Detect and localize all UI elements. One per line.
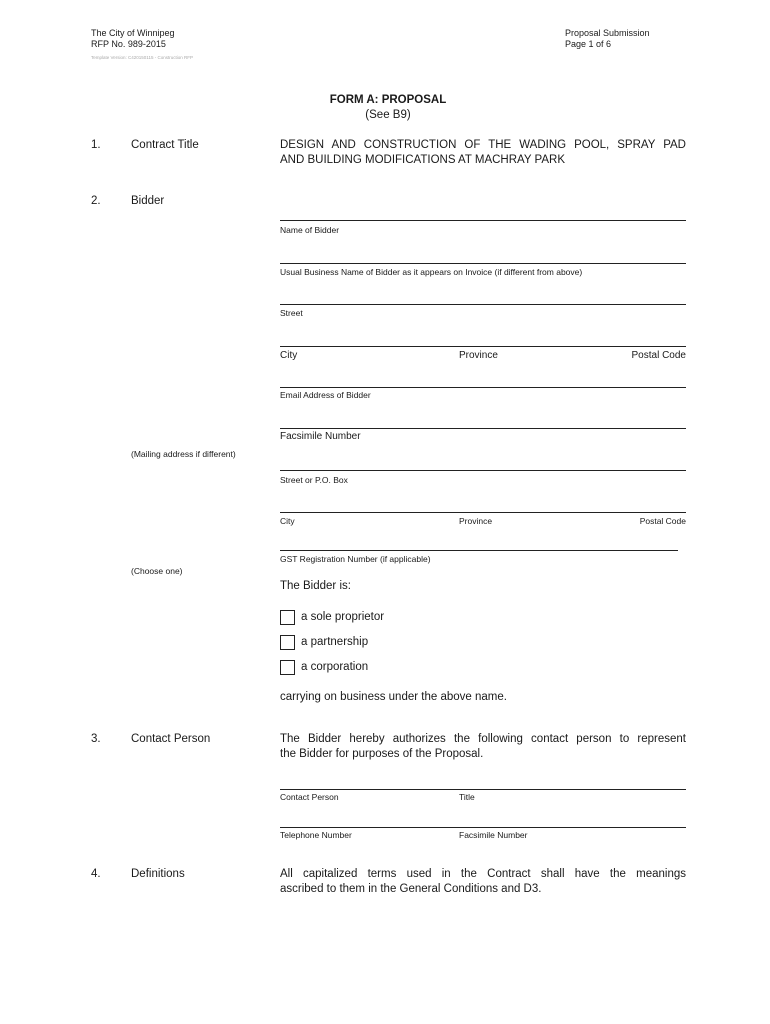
- usual-business-name-caption: Usual Business Name of Bidder as it appears on Invoice (if different from above): [280, 267, 583, 277]
- bidder-name-field[interactable]: [280, 220, 686, 221]
- mailing-province-caption: Province: [459, 516, 493, 526]
- definitions-line-1: All capitalized terms used in the Contract shall have the meanings: [280, 868, 686, 880]
- email-caption: Email Address of Bidder: [280, 390, 371, 400]
- telephone-caption: Telephone Number: [280, 830, 352, 840]
- facsimile-caption: Facsimile Number: [280, 431, 361, 442]
- carrying-on-business-text: carrying on business under the above name.: [280, 691, 507, 703]
- section-3-label: Contact Person: [131, 733, 211, 745]
- partnership-checkbox[interactable]: [280, 635, 295, 650]
- header-rfp-number: RFP No. 989-2015: [91, 39, 166, 49]
- choose-one-note: (Choose one): [131, 566, 183, 576]
- street-po-box-caption: Street or P.O. Box: [280, 475, 348, 485]
- section-2-number: 2.: [91, 195, 101, 207]
- gst-number-field[interactable]: [280, 550, 678, 551]
- contract-title-line-1: DESIGN AND CONSTRUCTION OF THE WADING POOL, SPRAY PAD: [280, 139, 686, 151]
- header-doc-type: Proposal Submission: [565, 28, 650, 38]
- section-1-label: Contract Title: [131, 139, 199, 151]
- contact-person-caption: Contact Person: [280, 792, 339, 802]
- mailing-address-note: (Mailing address if different): [131, 449, 236, 459]
- contact-person-field[interactable]: [280, 789, 686, 790]
- form-title: FORM A: PROPOSAL: [329, 94, 447, 106]
- contact-title-caption: Title: [459, 792, 475, 802]
- section-3-number: 3.: [91, 733, 101, 745]
- contact-phone-fax-field[interactable]: [280, 827, 686, 828]
- facsimile-field[interactable]: [280, 428, 686, 429]
- email-field[interactable]: [280, 387, 686, 388]
- section-4-number: 4.: [91, 868, 101, 880]
- city-province-postal-field[interactable]: [280, 346, 686, 347]
- header-org: The City of Winnipeg: [91, 28, 175, 38]
- usual-business-name-field[interactable]: [280, 263, 686, 264]
- header-template-version: Template Version: C420150115 - Construction RFP: [91, 55, 193, 60]
- street-po-box-field[interactable]: [280, 470, 686, 471]
- bidder-is-label: The Bidder is:: [280, 580, 351, 592]
- partnership-label: a partnership: [301, 636, 369, 648]
- sole-proprietor-checkbox[interactable]: [280, 610, 295, 625]
- form-subtitle: (See B9): [365, 109, 411, 121]
- header-page-number: Page 1 of 6: [565, 39, 612, 49]
- street-field[interactable]: [280, 304, 686, 305]
- section-4-label: Definitions: [131, 868, 185, 880]
- postal-code-caption: Postal Code: [631, 350, 686, 361]
- gst-number-caption: GST Registration Number (if applicable): [280, 554, 431, 564]
- province-caption: Province: [459, 350, 498, 361]
- bidder-name-caption: Name of Bidder: [280, 225, 340, 235]
- mailing-postal-code-caption: Postal Code: [639, 516, 686, 526]
- street-caption: Street: [280, 308, 303, 318]
- city-caption: City: [280, 350, 298, 361]
- sole-proprietor-label: a sole proprietor: [301, 611, 385, 623]
- definitions-line-2: ascribed to them in the General Conditions and D3.: [280, 883, 542, 895]
- contract-title-line-2: AND BUILDING MODIFICATIONS AT MACHRAY PARK: [280, 154, 565, 166]
- mailing-city-province-postal-field[interactable]: [280, 512, 686, 513]
- section-1-number: 1.: [91, 139, 101, 151]
- contact-facsimile-caption: Facsimile Number: [459, 830, 528, 840]
- contact-authorization-line-2: the Bidder for purposes of the Proposal.: [280, 748, 484, 760]
- mailing-city-caption: City: [280, 516, 295, 526]
- corporation-checkbox[interactable]: [280, 660, 295, 675]
- section-2-label: Bidder: [131, 195, 165, 207]
- contact-authorization-line-1: The Bidder hereby authorizes the following contact person to represent: [280, 733, 686, 745]
- corporation-label: a corporation: [301, 661, 369, 673]
